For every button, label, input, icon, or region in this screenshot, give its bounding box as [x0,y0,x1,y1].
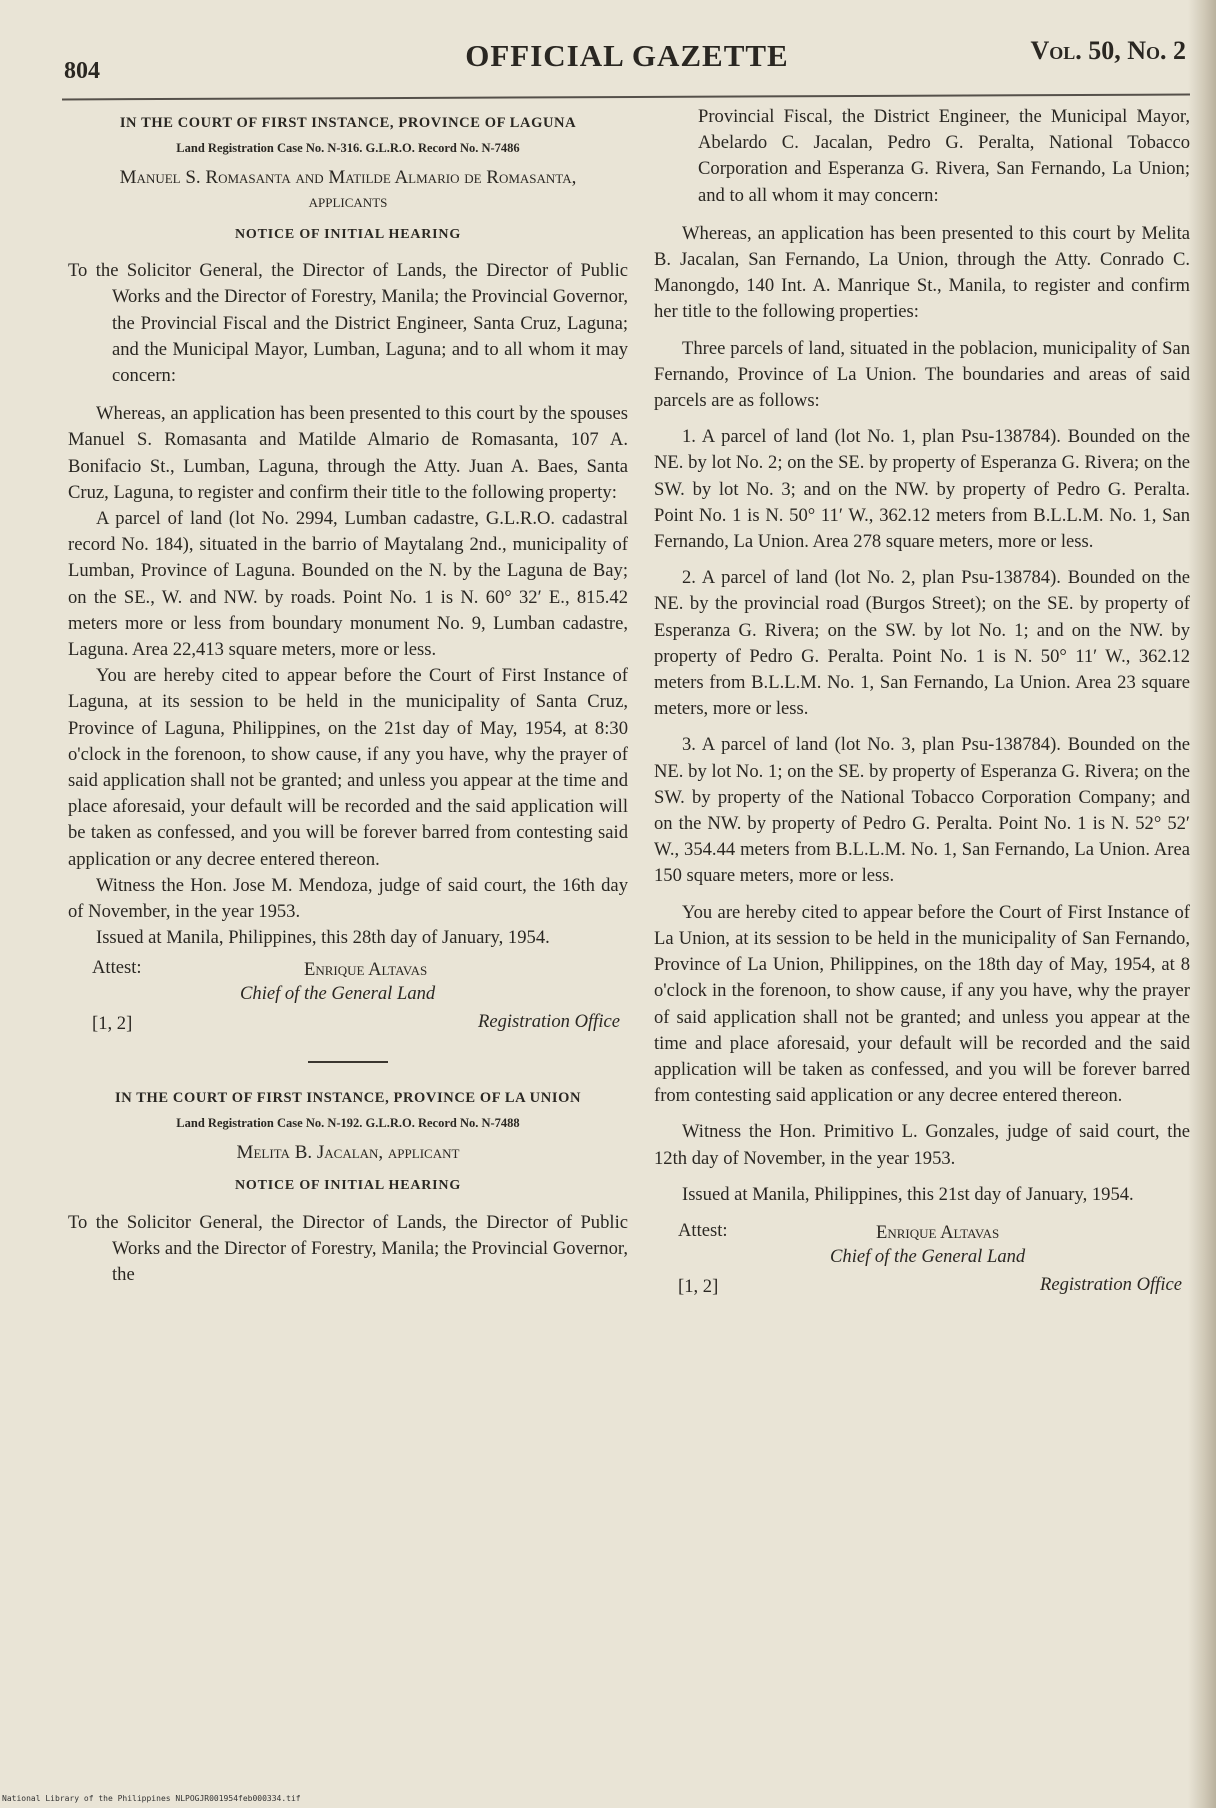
paragraph: You are hereby cited to appear before the Court of First Instance of La Union, at its session to be held in the municipality of San Fernando, Province of La Union, Philippines, on the 18th day of May, 1954, at 8 o'clock in the forenoon, to show cause, if any you have, why the prayer of said application shall not be granted; and unless you appear at the time and place aforesaid, your default will be recorded and the said application will be taken as confessed, and you will be forever barred from contesting said application or any decree entered thereon. [654,901,1190,1107]
attestation [654,1218,1190,1300]
addressee-continued: Provincial Fiscal, the District Engineer, the Municipal Mayor, Abelardo C. Jacalan, Pedro G. Peralta, National Tobacco Corporation and Esperanza G. Rivera, San Fernando, La Union; and to all whom it may concern: [698,106,1190,206]
addressee: To the Solicitor General, the Director of Lands, the Director of Public Works and the Director of Forestry, Manila; the Provincial Governor, the Provincial Fiscal and the District Engineer, Santa Cruz, Laguna; and the Municipal Mayor, Lumban, Laguna; and to all whom it may concern: [68,260,628,387]
case-number: Land Registration Case No. N-316. G.L.R.O. Record No. N-7486 [176,141,520,155]
paragraph: Whereas, an application has been presented to this court by the spouses Manuel S. Romasanta and Matilde Almario de Romasanta, 107 A. Bonifacio St., Lumban, Laguna, through the Atty. Juan A. Baes, Santa Cruz, Laguna, to register and confirm their title to the following property: [68,403,628,503]
page-header [62,36,1192,88]
attest-office: Registration Office [1039,1273,1182,1295]
volume-number: Vol. 50, No. 2 [1030,36,1186,65]
journal-title: OFFICIAL GAZETTE [465,38,789,73]
header-rule [62,94,1190,101]
case-number: Land Registration Case No. N-192. G.L.R.O. Record No. N-7488 [176,1116,520,1131]
section-divider [308,1061,388,1063]
attest-label: Attest: [678,1219,728,1241]
attest-title: Chief of the General Land [240,983,436,1005]
notice-heading: NOTICE OF INITIAL HEARING [234,1178,462,1194]
attest-title: Chief of the General Land [830,1245,1026,1267]
attest-name: Enrique Altavas [876,1221,1000,1243]
paragraph: Three parcels of land, situated in the poblacion, municipality of San Fernando, Province of La Union. The boundaries and areas of said parcels are as follows: [654,337,1190,412]
notice-heading: NOTICE OF INITIAL HEARING [234,227,462,242]
addressee: To the Solicitor General, the Director of Lands, the Director of Public Works and the Director of Forestry, Manila; the Provincial Governor, the [68,1211,628,1286]
reference-number: [1, 2] [92,1013,133,1035]
applicant: Melita B. Jacalan, applicant [236,1142,460,1164]
witness-line: Witness the Hon. Jose M. Mendoza, judge of said court, the 16th day of November, in the year 1953. [68,874,628,923]
page-number: 804 [64,58,100,84]
lot-description: 1. A parcel of land (lot No. 1, plan Psu-138784). Bounded on the NE. by lot No. 2; on the SE. by property of Esperanza G. Rivera; on the SW. by lot No. 3; and on the NW. by property of Pedro G. Peralta. Point No. 1 is N. 50° 11′ W., 362.12 meters from B.L.L.M. No. 1, San Fernando, La Union. Area 278 square meters, more or less. [654,426,1190,553]
right-column [654,104,1190,1300]
paragraph: A parcel of land (lot No. 2994, Lumban cadastre, G.L.R.O. cadastral record No. 184), situated in the barrio of Maytalang 2nd., municipality of Lumban, Province of Laguna. Bounded on the N. by the Laguna de Bay; on the SE., W. and NW. by roads. Point No. 1 is N. 60° 32′ E., 815.42 meters more or less from boundary monument No. 9, Lumban cadastre, Laguna. Area 22,413 square meters, more or less. [68,508,628,661]
scan-credit: National Library of the Philippines NLPOGJR001954feb000334.tif [2,1794,301,1803]
lot-description: 2. A parcel of land (lot No. 2, plan Psu-138784). Bounded on the NE. by the provincial road (Burgos Street); on the SE. by property of Esperanza G. Rivera; on the SW. by lot No. 1; and on the NW. by property of Pedro G. Peralta. Point No. 1 is N. 50° 11′ W., 362.12 meters from B.L.L.M. No. 1, San Fernando, La Union. Area 23 square meters, more or less. [654,567,1190,720]
left-column [68,104,628,1300]
applicants: Manuel S. Romasanta and Matilde Almario de Romasanta, applicants [119,167,577,212]
attest-label: Attest: [92,957,142,979]
issued-line: Issued at Manila, Philippines, this 21st day of January, 1954. [682,1183,1134,1205]
paragraph: Whereas, an application has been presented to this court by Melita B. Jacalan, San Fernando, La Union, through the Atty. Conrado C. Manongdo, 140 Int. A. Manrique St., Manila, to register and confirm her title to the following properties: [654,222,1190,323]
issued-line: Issued at Manila, Philippines, this 28th day of January, 1954. [96,927,550,949]
reference-number: [1, 2] [678,1275,719,1297]
court-heading: IN THE COURT OF FIRST INSTANCE, PROVINCE OF LA UNION [114,1090,582,1107]
witness-line: Witness the Hon. Primitivo L. Gonzales, judge of said court, the 12th day of November, in the year 1953. [654,1121,1190,1169]
scan-edge [1188,0,1216,1808]
attest-name: Enrique Altavas [304,959,428,981]
court-heading: IN THE COURT OF FIRST INSTANCE, PROVINCE OF LAGUNA [119,115,577,131]
attest-office: Registration Office [477,1011,620,1033]
lot-description: 3. A parcel of land (lot No. 3, plan Psu-138784). Bounded on the NE. by lot No. 1; on the SE. by property of Esperanza G. Rivera; on the SW. by property of the National Tobacco Corporation Company; and on the NW. by property of Pedro G. Peralta. Point No. 1 is N. 52° 52′ W., 354.44 meters from B.L.L.M. No. 1, San Fernando, La Union. Area 150 square meters, more or less. [654,734,1190,887]
attestation [68,955,628,1037]
paragraph: You are hereby cited to appear before the Court of First Instance of Laguna, at its session to be held in the municipality of Santa Cruz, Province of Laguna, Philippines, on the 21st day of May, 1954, at 8:30 o'clock in the forenoon, to show cause, if any you have, why the prayer of said application shall not be granted; and unless you appear at the time and place aforesaid, your default will be recorded and the said application will be taken as confessed, and you will be forever barred from contesting said application or any decree entered thereon. [68,665,628,870]
